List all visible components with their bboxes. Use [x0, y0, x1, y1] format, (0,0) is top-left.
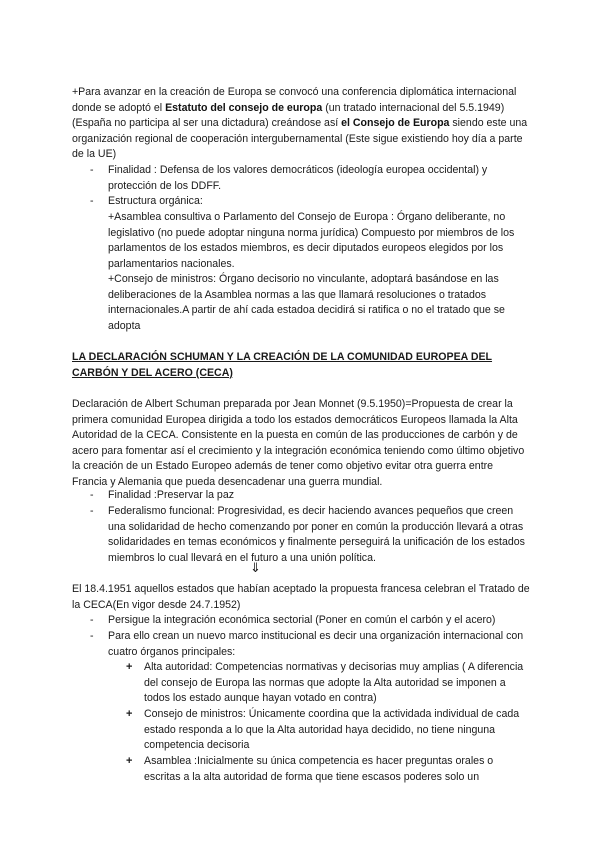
list-item-integracion: Persigue la integración económica sectorial (Poner en común el carbón y el acero): [108, 614, 496, 626]
plus-bullet-icon: +: [126, 661, 133, 673]
bold-text-consejo: el Consejo de Europa: [341, 117, 450, 130]
list-item-estructura: Estructura orgánica:: [108, 195, 203, 207]
paragraph-tratado-ceca: El 18.4.1951 aquellos estados que habían aceptado la propuesta francesa celebran el Tratado de la CECA(En vigor desde 24.7.1952): [72, 583, 530, 611]
list-item-marco: Para ello crean un nuevo marco institucional es decir una organización internacional con cuatro órganos principales:: [108, 630, 524, 658]
bold-text-estatuto: Estatuto del consejo de europa: [165, 101, 323, 114]
list-dash: -: [90, 505, 94, 517]
list-item-asamblea-ceca: Asamblea :Inicialmente su única competencia es hacer preguntas orales o escritas a la alta autoridad de forma que tiene escasos poderes solo un: [144, 755, 494, 783]
list-dash: -: [90, 489, 94, 501]
list-item-consejo-ministros: Consejo de ministros: Únicamente coordina que la actividada individual de cada estado responda a lo que la Alta autoridad haya decidido, no tiene ninguna competencia decisoria: [144, 708, 520, 752]
list-item-finalidad: Finalidad : Defensa de los valores democráticos (ideología europea occidental) y protección de los DDFF.: [108, 164, 488, 192]
down-arrow-icon: ⇓: [250, 560, 261, 575]
list-item-federalismo: Federalismo funcional: Progresividad, es decir haciendo avances pequeños que creen una solidaridad de hecho comenzando por poner en común la producción llevará a otras solidaridades en temas económicos y finalmente perseguirá la unificación de los estados miembros lo cual llevará en el futuro a una unión política.: [108, 505, 525, 564]
list-dash: -: [90, 164, 94, 176]
list-dash: -: [90, 614, 94, 626]
list-item-preservar: Finalidad :Preservar la paz: [108, 489, 235, 501]
list-item-alta-autoridad: Alta autoridad: Competencias normativas y decisorias muy amplias ( A diferencia del consejo de Europa las normas que adopte la Alta autoridad se imponen a todos los estado aunque hayan votado en contra): [144, 661, 524, 705]
plus-bullet-icon: +: [126, 708, 133, 720]
list-dash: -: [90, 630, 94, 642]
paragraph-schuman: Declaración de Albert Schuman preparada por Jean Monnet (9.5.1950)=Propuesta de crear la primera comunidad Europea dirigida a todo los estados democráticos Europeos llamada la Alta Autoridad de la CECA. Consistente en la puesta en común de las producciones de carbón y de acero para fomentar así el crecimiento y la integración económica teniendo como último objetivo la creación de un Estado Europeo además de tener como objetivo evitar otra guerra entre Francia y Alemania que pueda desencadenar una guerra mundial.: [72, 398, 525, 488]
text-segment: (un tratado internacional del 5.5.1949)(España no participa al ser una dictadura) creándose así: [72, 101, 505, 130]
paragraph-consejo-europa: [72, 85, 532, 163]
text-segment: +Para avanzar en la creación de Europa se convocó una conferencia diplomática internacional donde se adoptó el: [72, 86, 517, 114]
section-heading: LA DECLARACIÓN SCHUMAN Y LA CREACIÓN DE LA COMUNIDAD EUROPEA DEL CARBÓN Y DEL ACERO (CECA): [72, 351, 493, 379]
text-segment: siendo este una organización regional de cooperación intergubernamental (Este sigue existiendo hoy día a parte de la UE): [72, 117, 528, 161]
list-item-asamblea: +Asamblea consultiva o Parlamento del Consejo de Europa : Órgano deliberante, no legislativo (no puede adoptar ninguna norma jurídica) Compuesto por miembros de los parlamentos de los estados miembros, es decir diputados europeos elegidos por los parlamentarios nacionales.: [108, 211, 515, 270]
list-dash: -: [90, 195, 94, 207]
plus-bullet-icon: +: [126, 755, 133, 767]
list-item-consejo: +Consejo de ministros: Órgano decisorio no vinculante, adoptará basándose en las deliberaciones de la Asamblea normas a las que llamará resoluciones o tratados internacionales.A partir de ahí cada estadoa decidirá si ratifica o no el tratado que se adopta: [108, 273, 505, 332]
